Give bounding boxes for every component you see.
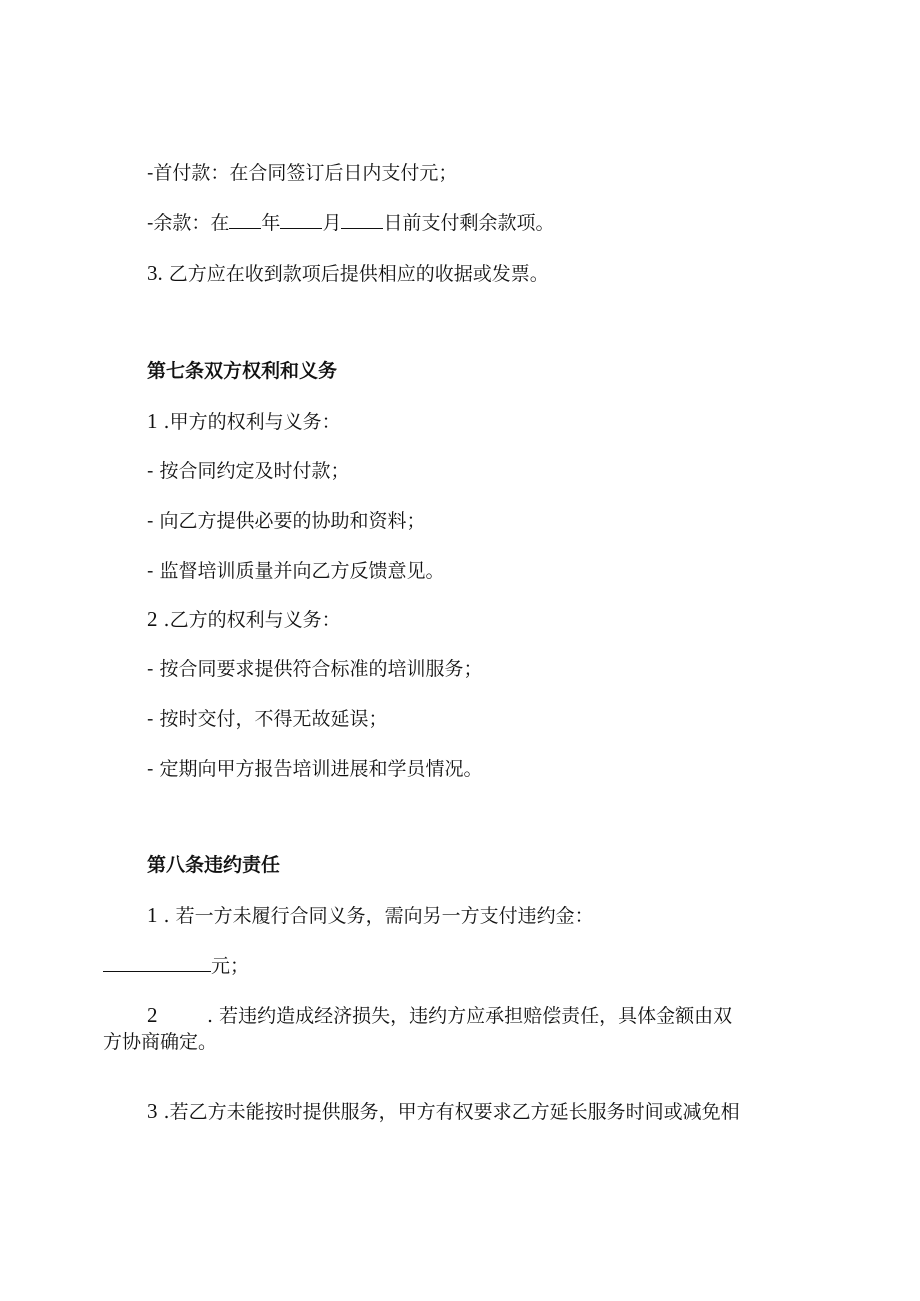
item-number: 1 — [147, 409, 158, 433]
day-blank — [341, 210, 383, 229]
list-item: - 按合同约定及时付款； — [147, 460, 350, 482]
item-number: 2 — [147, 607, 158, 631]
item-text: . 若一方未履行合同义务，需向另一方支付违约金： — [157, 905, 594, 927]
item-number: 2 — [147, 1003, 158, 1027]
list-item: - 定期向甲方报告培训进展和学员情况。 — [147, 758, 483, 780]
item-text: .若乙方未能按时提供服务，甲方有权要求乙方延长服务时间或减免相 — [157, 1101, 740, 1123]
item-text: . 若违约造成经济损失，违约方应承担赔偿责任，具体金额由双 — [207, 1005, 733, 1027]
section8-item2-continuation: 方协商确定。 — [103, 1031, 218, 1053]
section8-item1 — [147, 903, 594, 928]
year-label: 年 — [261, 212, 281, 234]
month-label: 月 — [322, 212, 342, 234]
balance-prefix: -余款：在 — [147, 212, 230, 234]
penalty-amount-blank — [103, 953, 211, 972]
penalty-amount-line — [103, 953, 249, 978]
first-payment-text: -首付款：在合同签订后日内支付元； — [147, 162, 458, 184]
section8-title: 第八条违约责任 — [147, 854, 281, 876]
list-item: - 向乙方提供必要的协助和资料； — [147, 510, 426, 532]
item-number: 1 — [147, 903, 158, 927]
section7-title: 第七条双方权利和义务 — [147, 360, 338, 382]
item-text: .甲方的权利与义务： — [157, 411, 341, 433]
first-payment-line — [147, 161, 457, 185]
year-blank — [229, 210, 261, 229]
item-number: 3 — [147, 1099, 158, 1123]
penalty-amount-suffix: 元； — [211, 955, 250, 977]
section7-item1 — [147, 409, 341, 434]
item-text: .乙方的权利与义务： — [157, 609, 341, 631]
section6-item3 — [147, 261, 549, 286]
item-number: 3. — [147, 261, 163, 285]
list-item: - 按时交付，不得无故延误； — [147, 708, 388, 730]
list-item: - 监督培训质量并向乙方反馈意见。 — [147, 560, 445, 582]
section8-item3 — [147, 1099, 740, 1124]
list-item: - 按合同要求提供符合标准的培训服务； — [147, 658, 483, 680]
section7-item2 — [147, 607, 341, 632]
section8-item2 — [147, 1003, 732, 1028]
day-suffix: 日前支付剩余款项。 — [383, 212, 555, 234]
month-blank — [280, 210, 322, 229]
balance-payment-line — [147, 210, 554, 235]
item-text: 乙方应在收到款项后提供相应的收据或发票。 — [162, 263, 549, 285]
